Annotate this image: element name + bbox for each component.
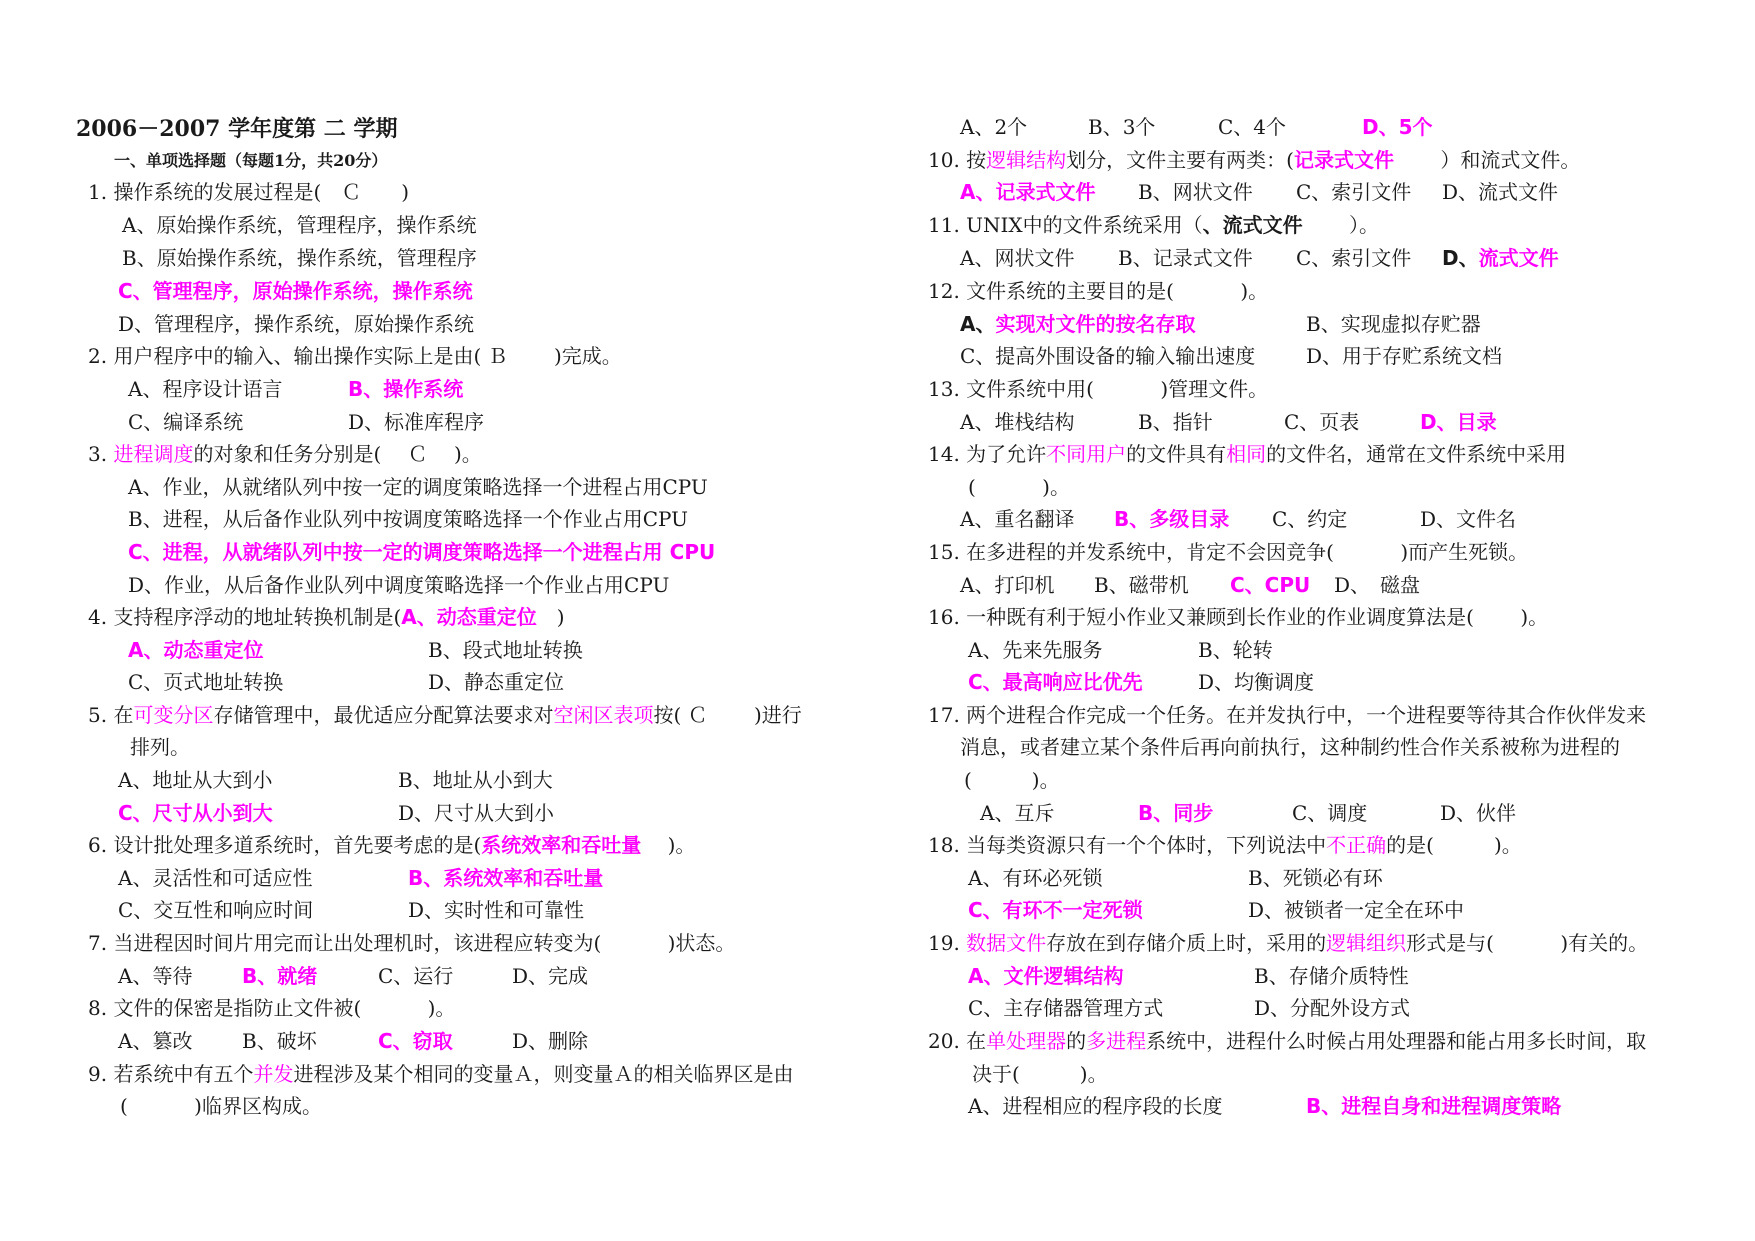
question-12: 12. 文件系统的主要目的是( )。 (928, 279, 1269, 303)
q15-option-b: B、磁带机 (1094, 573, 1189, 597)
question-6: 6. 设计批处理多道系统时，首先要考虑的是(系统效率和吞吐量 )。 (88, 833, 696, 857)
q14-option-a: A、重名翻译 (960, 507, 1075, 531)
q14-option-d: D、文件名 (1420, 507, 1517, 531)
q7-option-d: D、完成 (512, 964, 589, 988)
q20-option-b-answer: B、进程自身和进程调度策略 (1306, 1094, 1562, 1118)
q3-option-c-answer: C、进程，从就绪队列中按一定的调度策略选择一个进程占用 CPU (128, 540, 716, 564)
q2-option-d: D、标准库程序 (348, 410, 485, 434)
q17-option-d: D、伙伴 (1440, 801, 1517, 825)
q9-continuation: ( )临界区构成。 (120, 1094, 322, 1118)
q2-option-c: C、编译系统 (128, 410, 244, 434)
question-7: 7. 当进程因时间片用完而让出处理机时，该进程应转变为( )状态。 (88, 931, 736, 955)
q17-continuation-1: 消息，或者建立某个条件后再向前执行，这种制约性合作关系被称为进程的 (960, 735, 1620, 759)
q3-option-a: A、作业，从就绪队列中按一定的调度策略选择一个进程占用CPU (128, 475, 708, 499)
question-11: 11. UNIX中的文件系统采用（、流式文件 ）。 (928, 213, 1380, 237)
q4-option-a-answer: A、动态重定位 (128, 638, 264, 662)
q5-continuation: 排列。 (130, 735, 190, 759)
q4-option-d: D、静态重定位 (428, 670, 565, 694)
q17-continuation-2: ( )。 (964, 768, 1060, 792)
q13-option-a: A、堆栈结构 (960, 410, 1075, 434)
question-8: 8. 文件的保密是指防止文件被( )。 (88, 996, 456, 1020)
q18-option-a: A、有环必死锁 (968, 866, 1103, 890)
q8-option-c-answer: C、窃取 (378, 1029, 453, 1053)
q19-option-b: B、存储介质特性 (1254, 964, 1409, 988)
q13-option-c: C、页表 (1284, 410, 1360, 434)
q9-option-c: C、4个 (1218, 115, 1287, 139)
q6-option-a: A、灵活性和可适应性 (118, 866, 313, 890)
question-9: 9. 若系统中有五个并发进程涉及某个相同的变量Ａ，则变量Ａ的相关临界区是由 (88, 1062, 794, 1086)
q20-continuation: 决于( )。 (972, 1062, 1108, 1086)
q18-option-c-answer: C、有环不一定死锁 (968, 898, 1143, 922)
q17-option-a: A、互斥 (980, 801, 1055, 825)
q15-option-d: D、 磁盘 (1334, 573, 1421, 597)
q7-option-c: C、运行 (378, 964, 454, 988)
q3-option-d: D、作业，从后备作业队列中调度策略选择一个作业占用CPU (128, 573, 670, 597)
q11-option-c: C、索引文件 (1296, 246, 1412, 270)
q10-option-d: D、流式文件 (1442, 180, 1559, 204)
q6-option-d: D、实时性和可靠性 (408, 898, 585, 922)
q2-option-b-answer: B、操作系统 (348, 377, 464, 401)
q11-option-a: A、网状文件 (960, 246, 1075, 270)
q19-option-c: C、主存储器管理方式 (968, 996, 1164, 1020)
question-15: 15. 在多进程的并发系统中，肯定不会因竞争( )而产生死锁。 (928, 540, 1529, 564)
page-title: 2006－2007 学年度第 二 学期 (76, 116, 398, 142)
q5-option-a: A、地址从大到小 (118, 768, 273, 792)
q1-option-a: A、原始操作系统，管理程序，操作系统 (122, 213, 477, 237)
q14-option-c: C、约定 (1272, 507, 1348, 531)
question-20: 20. 在单处理器的多进程系统中，进程什么时候占用处理器和能占用多长时间，取 (928, 1029, 1647, 1053)
q9-option-b: B、3个 (1088, 115, 1156, 139)
q12-option-b: B、实现虚拟存贮器 (1306, 312, 1481, 336)
question-17: 17. 两个进程合作完成一个任务。在并发执行中，一个进程要等待其合作伙伴发来 (928, 703, 1647, 727)
q18-option-b: B、死锁必有环 (1248, 866, 1383, 890)
question-1: 1. 操作系统的发展过程是( Ｃ ) (88, 180, 410, 204)
q10-option-c: C、索引文件 (1296, 180, 1412, 204)
q12-option-c: C、提高外围设备的输入输出速度 (960, 344, 1256, 368)
q2-option-a: A、程序设计语言 (128, 377, 283, 401)
q15-option-a: A、打印机 (960, 573, 1055, 597)
q1-option-d: D、管理程序，操作系统，原始操作系统 (118, 312, 475, 336)
q19-option-a-answer: A、文件逻辑结构 (968, 964, 1124, 988)
q15-option-c-answer: C、CPU (1230, 573, 1311, 597)
q17-option-c: C、调度 (1292, 801, 1368, 825)
q16-option-a: A、先来先服务 (968, 638, 1103, 662)
q1-option-c-answer: C、管理程序，原始操作系统，操作系统 (118, 279, 473, 303)
q16-option-b: B、轮转 (1198, 638, 1273, 662)
q19-option-d: D、分配外设方式 (1254, 996, 1411, 1020)
q3-option-b: B、进程，从后备作业队列中按调度策略选择一个作业占用CPU (128, 507, 688, 531)
q9-option-a: A、2个 (960, 115, 1028, 139)
q20-option-a: A、进程相应的程序段的长度 (968, 1094, 1223, 1118)
q11-option-b: B、记录式文件 (1118, 246, 1253, 270)
q4-option-b: B、段式地址转换 (428, 638, 583, 662)
question-10: 10. 按逻辑结构划分，文件主要有两类：(记录式文件 ）和流式文件。 (928, 148, 1581, 172)
q13-option-b: B、指针 (1138, 410, 1213, 434)
q8-option-a: A、篡改 (118, 1029, 193, 1053)
q5-option-d: D、尺寸从大到小 (398, 801, 555, 825)
question-16: 16. 一种既有利于短小作业又兼顾到长作业的作业调度算法是( )。 (928, 605, 1549, 629)
q12-option-a-answer: A、实现对文件的按名存取 (960, 312, 1196, 336)
question-3: 3. 进程调度的对象和任务分别是( Ｃ )。 (88, 442, 482, 466)
q16-option-d: D、均衡调度 (1198, 670, 1315, 694)
q4-option-c: C、页式地址转换 (128, 670, 284, 694)
question-4: 4. 支持程序浮动的地址转换机制是(A、动态重定位 ) (88, 605, 565, 629)
q5-option-b: B、地址从小到大 (398, 768, 553, 792)
q17-option-b-answer: B、同步 (1138, 801, 1214, 825)
q14-option-b-answer: B、多级目录 (1114, 507, 1230, 531)
q14-continuation: ( )。 (968, 475, 1070, 499)
q18-option-d: D、被锁者一定全在环中 (1248, 898, 1465, 922)
q8-option-d: D、删除 (512, 1029, 589, 1053)
question-2: 2. 用户程序中的输入、输出操作实际上是由( Ｂ )完成。 (88, 344, 622, 368)
q8-option-b: B、破坏 (242, 1029, 317, 1053)
question-18: 18. 当每类资源只有一个个体时，下列说法中不正确的是( )。 (928, 833, 1522, 857)
q10-option-b: B、网状文件 (1138, 180, 1253, 204)
q7-option-b-answer: B、就绪 (242, 964, 318, 988)
question-19: 19. 数据文件存放在到存储介质上时，采用的逻辑组织形式是与( )有关的。 (928, 931, 1649, 955)
section-heading: 一、单项选择题（每题1分，共20分） (114, 151, 388, 170)
q12-option-d: D、用于存贮系统文档 (1306, 344, 1503, 368)
question-13: 13. 文件系统中用( )管理文件。 (928, 377, 1269, 401)
question-14: 14. 为了允许不同用户的文件具有相同的文件名，通常在文件系统中采用 (928, 442, 1567, 466)
q9-option-d-answer: D、5个 (1362, 115, 1433, 139)
q6-option-b-answer: B、系统效率和吞吐量 (408, 866, 604, 890)
q11-option-d-answer: D、流式文件 (1442, 246, 1559, 270)
q6-option-c: C、交互性和响应时间 (118, 898, 314, 922)
q7-option-a: A、等待 (118, 964, 193, 988)
question-5: 5. 在可变分区存储管理中，最优适应分配算法要求对空闲区表项按( Ｃ )进行 (88, 703, 802, 727)
q10-option-a-answer: A、记录式文件 (960, 180, 1096, 204)
q5-option-c-answer: C、尺寸从小到大 (118, 801, 273, 825)
q13-option-d-answer: D、目录 (1420, 410, 1497, 434)
q16-option-c-answer: C、最高响应比优先 (968, 670, 1143, 694)
q1-option-b: B、原始操作系统，操作系统，管理程序 (122, 246, 477, 270)
